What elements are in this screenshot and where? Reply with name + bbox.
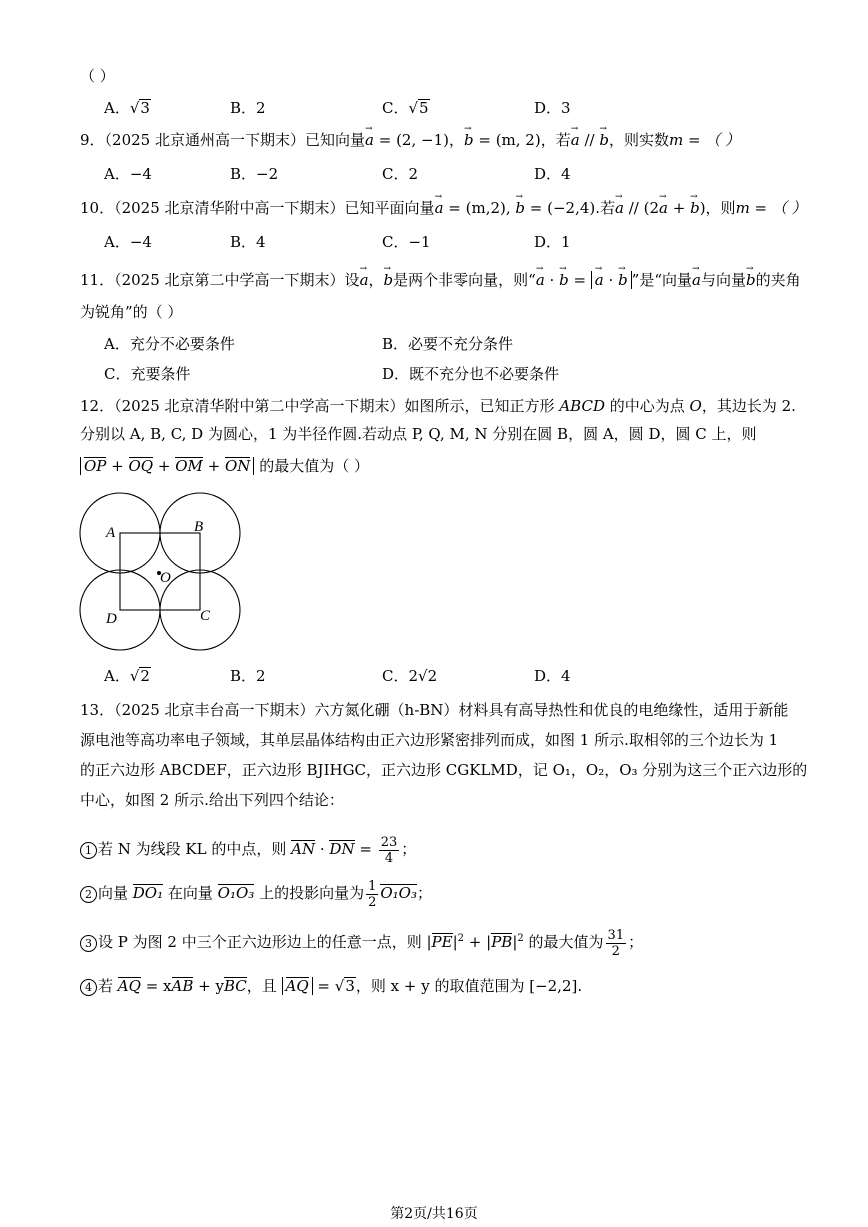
q8-option-a: A．√3 xyxy=(104,99,150,117)
q13-conclusion-4: 4 若 AQ = xAB + yBC，且 AQ = √3，则 x + y 的取值范围为 [−2,2]. xyxy=(80,972,582,1000)
q10-option-d: D．1 xyxy=(534,233,571,251)
q13-conclusion-1: 1 若 N 为线段 KL 的中点，则 AN · DN = $\frac{23}{4}$ ； xyxy=(80,832,416,866)
q8-option-d: D．3 xyxy=(534,99,571,117)
q8-option-c: C．√5 xyxy=(382,99,429,117)
q11-stem-line1: 11．（2025 北京第二中学高一下期末）设→ a，→ b是两个非零向量，则“→ a · → b = → a · → b ”是“向量→ a与向量→ b的夹角 xyxy=(80,270,801,290)
label-a: A xyxy=(106,525,116,541)
q13-stem-line1: 13．（2025 北京丰台高一下期末）六方氮化硼（h-BN）材料具有高导热性和优良的电绝缘性，适用于新能 xyxy=(80,701,789,719)
q11-option-d: D．既不充分也不必要条件 xyxy=(382,365,560,383)
q11-option-c: C．充要条件 xyxy=(104,365,191,383)
q12-option-a: A．√2 xyxy=(104,667,150,685)
page-footer: 第2页/共16页 xyxy=(390,1206,478,1222)
label-b: B xyxy=(194,519,204,535)
q10-stem: 10．（2025 北京清华附中高一下期末）已知平面向量→ a = (m,2), → b = (−2,4).若→ a // (2→ a + → b)，则m = （ ） xyxy=(80,198,807,218)
q12-option-d: D．4 xyxy=(534,667,571,685)
label-d: D xyxy=(106,611,117,627)
q13-conclusion-2: 2 向量 DO₁ 在向量 O₁O₃ 上的投影向量为 $\frac{1}{2}$ O₁O₃； xyxy=(80,876,432,910)
q12-stem-line1: 12．（2025 北京清华附中第二中学高一下期末）如图所示，已知正方形 ABCD 的中心为点 O，其边长为 2. xyxy=(80,397,796,415)
q9-stem: 9．（2025 北京通州高一下期末）已知向量→ a = (2, −1)，→ b = (m, 2)，若→ a // → b，则实数m = （ ） xyxy=(80,130,740,150)
q13-stem-line4: 中心，如图 2 所示.给出下列四个结论： xyxy=(80,791,344,809)
q11-option-a: A．充分不必要条件 xyxy=(104,335,235,353)
q10-option-b: B．4 xyxy=(230,233,266,251)
q12-figure xyxy=(76,492,246,652)
label-c: C xyxy=(200,608,211,624)
q12-option-b: B．2 xyxy=(230,667,266,685)
q12-option-c: C．2√2 xyxy=(382,667,438,685)
q12-stem-line3: OP + OQ + OM + ON 的最大值为（ ） xyxy=(80,456,369,476)
q13-conclusion-3: 3 设 P 为图 2 中三个正六边形边上的任意一点，则 $|PE|^2 + |PB|^2$ 的最大值为 $\frac{31}{2}$ ； xyxy=(80,922,643,959)
q9-option-a: A．−4 xyxy=(104,165,152,183)
q9-option-b: B．−2 xyxy=(230,165,279,183)
q11-stem-line2: 为锐角”的（ ） xyxy=(80,303,183,321)
q12-stem-line2: 分别以 A, B, C, D 为圆心，1 为半径作圆.若动点 P, Q, M, N 分别在圆 B，圆 A，圆 D，圆 C 上，则 xyxy=(80,425,757,443)
q13-stem-line2: 源电池等高功率电子领域，其单层晶体结构由正六边形紧密排列而成，如图 1 所示.取相邻的三个边长为 1 xyxy=(80,731,779,749)
q11-option-b: B．必要不充分条件 xyxy=(382,335,514,353)
q10-option-a: A．−4 xyxy=(104,233,152,251)
label-o: O xyxy=(160,570,171,586)
q9-option-d: D．4 xyxy=(534,165,571,183)
q10-option-c: C．−1 xyxy=(382,233,431,251)
q8-paren: （ ） xyxy=(80,67,115,85)
q8-option-b: B．2 xyxy=(230,99,266,117)
q13-stem-line3: 的正六边形 ABCDEF，正六边形 BJIHGC，正六边形 CGKLMD，记 O₁，O₂，O₃ 分别为这三个正六边形的 xyxy=(80,761,808,779)
q9-option-c: C．2 xyxy=(382,165,419,183)
